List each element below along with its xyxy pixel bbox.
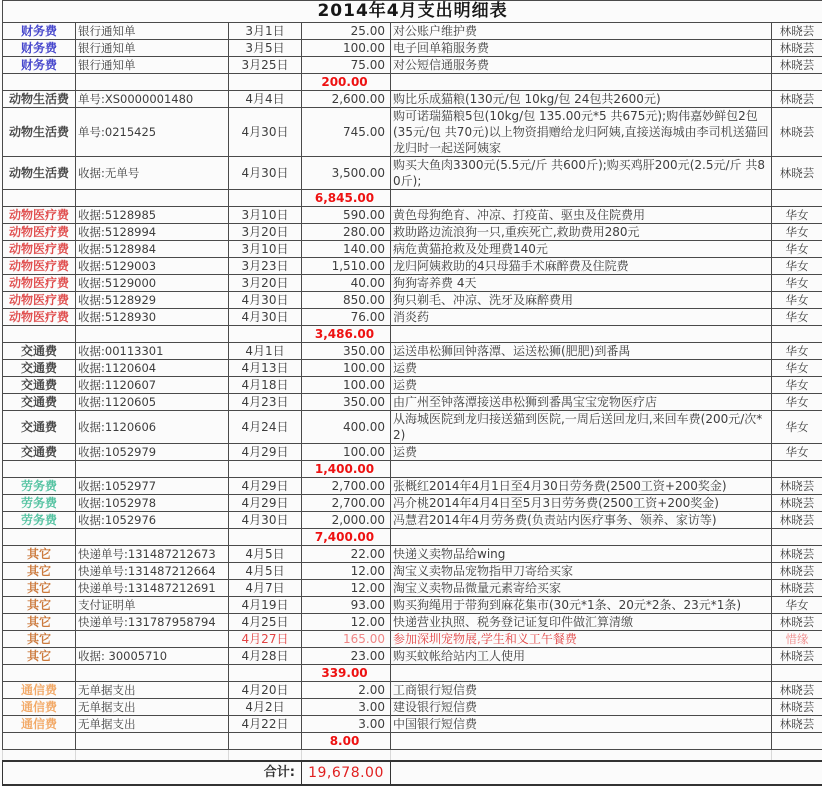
voucher-cell[interactable]: 收据:5128984 bbox=[76, 241, 229, 258]
subtotal-row bbox=[3, 665, 822, 682]
description-cell[interactable]: 购可诺瑞猫粮5包(10kg/包 135.00元*5 共675元);购伟嘉妙鲜包2包(35元/包 共70元)以上物资捐赠给龙归阿姨,直接送海城由李司机送猫回龙归时一起送阿姨家 bbox=[391, 108, 772, 157]
handler-cell[interactable] bbox=[772, 750, 822, 761]
handler-cell[interactable] bbox=[772, 326, 822, 343]
date-cell[interactable] bbox=[229, 733, 302, 750]
description-cell[interactable]: 病危黄猫抢救及处理费140元 bbox=[391, 241, 772, 258]
voucher-cell[interactable] bbox=[76, 631, 229, 648]
description-cell[interactable]: 运送串松狮回钟落潭、运送松狮(肥肥)到番禺 bbox=[391, 343, 772, 360]
date-cell[interactable]: 4月4日 bbox=[229, 91, 302, 108]
expense-row bbox=[3, 648, 822, 665]
description-cell[interactable]: 龙归阿姨救助的4只母猫手术麻醉费及住院费 bbox=[391, 258, 772, 275]
category-cell[interactable]: 劳务费 bbox=[3, 495, 76, 512]
description-cell[interactable] bbox=[391, 733, 772, 750]
handler-cell[interactable]: 华女 bbox=[772, 411, 822, 444]
amount-cell[interactable]: 100.00 bbox=[302, 360, 391, 377]
voucher-cell[interactable]: 收据:1052976 bbox=[76, 512, 229, 529]
description-cell[interactable]: 快递义卖物品给wing bbox=[391, 546, 772, 563]
category-cell[interactable]: 财务费 bbox=[3, 40, 76, 57]
voucher-cell[interactable]: 收据:5128994 bbox=[76, 224, 229, 241]
amount-cell[interactable]: 25.00 bbox=[302, 23, 391, 40]
voucher-cell[interactable] bbox=[76, 733, 229, 750]
amount-cell[interactable]: 3,500.00 bbox=[302, 157, 391, 190]
date-cell[interactable] bbox=[229, 326, 302, 343]
subtotal-amount-cell[interactable]: 1,400.00 bbox=[302, 461, 391, 478]
amount-cell[interactable]: 350.00 bbox=[302, 394, 391, 411]
handler-cell[interactable]: 华女 bbox=[772, 444, 822, 461]
date-cell[interactable]: 4月29日 bbox=[229, 495, 302, 512]
category-cell[interactable]: 动物医疗费 bbox=[3, 275, 76, 292]
date-cell[interactable]: 3月20日 bbox=[229, 275, 302, 292]
voucher-cell[interactable]: 银行通知单 bbox=[76, 40, 229, 57]
amount-cell[interactable]: 100.00 bbox=[302, 377, 391, 394]
expense-row bbox=[3, 411, 822, 444]
voucher-cell[interactable]: 收据:1120604 bbox=[76, 360, 229, 377]
date-cell[interactable]: 3月10日 bbox=[229, 241, 302, 258]
category-cell[interactable]: 交通费 bbox=[3, 394, 76, 411]
amount-cell[interactable]: 75.00 bbox=[302, 57, 391, 74]
expense-row bbox=[3, 224, 822, 241]
description-cell[interactable]: 电子回单箱服务费 bbox=[391, 40, 772, 57]
description-cell[interactable]: 建设银行短信费 bbox=[391, 699, 772, 716]
category-cell[interactable]: 交通费 bbox=[3, 360, 76, 377]
expense-row bbox=[3, 444, 822, 461]
handler-cell[interactable]: 华女 bbox=[772, 343, 822, 360]
handler-cell[interactable] bbox=[772, 190, 822, 207]
subtotal-amount-cell[interactable]: 339.00 bbox=[302, 665, 391, 682]
expense-row bbox=[3, 377, 822, 394]
subtotal-row bbox=[3, 326, 822, 343]
date-cell[interactable]: 4月13日 bbox=[229, 360, 302, 377]
category-cell[interactable]: 通信费 bbox=[3, 682, 76, 699]
voucher-cell[interactable]: 快递单号:131787958794 bbox=[76, 614, 229, 631]
handler-cell[interactable]: 华女 bbox=[772, 309, 822, 326]
expense-row bbox=[3, 292, 822, 309]
amount-cell[interactable]: 140.00 bbox=[302, 241, 391, 258]
category-cell[interactable]: 其它 bbox=[3, 597, 76, 614]
amount-cell[interactable]: 400.00 bbox=[302, 411, 391, 444]
category-cell[interactable]: 其它 bbox=[3, 563, 76, 580]
voucher-cell[interactable]: 无单据支出 bbox=[76, 716, 229, 733]
category-cell[interactable] bbox=[3, 461, 76, 478]
description-cell[interactable]: 淘宝义卖物品宠物指甲刀寄给买家 bbox=[391, 563, 772, 580]
expense-row bbox=[3, 478, 822, 495]
expense-row bbox=[3, 699, 822, 716]
description-cell[interactable]: 购买大鱼肉3300元(5.5元/斤 共600斤);购买鸡肝200元(2.5元/斤 共80斤); bbox=[391, 157, 772, 190]
handler-cell[interactable]: 林晓芸 bbox=[772, 614, 822, 631]
description-cell[interactable]: 购买狗绳用于带狗到麻花集市(30元*1条、20元*2条、23元*1条) bbox=[391, 597, 772, 614]
voucher-cell[interactable]: 收据:1120607 bbox=[76, 377, 229, 394]
voucher-cell[interactable]: 收据:5128929 bbox=[76, 292, 229, 309]
expense-row bbox=[3, 157, 822, 190]
date-cell[interactable]: 4月30日 bbox=[229, 309, 302, 326]
voucher-cell[interactable]: 快递单号:131487212691 bbox=[76, 580, 229, 597]
date-cell[interactable]: 4月7日 bbox=[229, 580, 302, 597]
amount-cell[interactable]: 850.00 bbox=[302, 292, 391, 309]
subtotal-amount-cell[interactable]: 200.00 bbox=[302, 74, 391, 91]
category-cell[interactable] bbox=[3, 74, 76, 91]
subtotal-amount-cell[interactable]: 3,486.00 bbox=[302, 326, 391, 343]
description-cell[interactable] bbox=[391, 529, 772, 546]
voucher-cell[interactable] bbox=[76, 74, 229, 91]
handler-cell[interactable]: 林晓芸 bbox=[772, 563, 822, 580]
expense-row bbox=[3, 563, 822, 580]
description-cell[interactable]: 购比乐成猫粮(130元/包 10kg/包 24包共2600元) bbox=[391, 91, 772, 108]
voucher-cell[interactable] bbox=[76, 665, 229, 682]
description-cell[interactable]: 中国银行短信费 bbox=[391, 716, 772, 733]
page-title: 2014年4月支出明细表 bbox=[3, 1, 822, 23]
subtotal-row bbox=[3, 74, 822, 91]
amount-cell[interactable]: 350.00 bbox=[302, 343, 391, 360]
category-cell[interactable]: 交通费 bbox=[3, 444, 76, 461]
date-cell[interactable]: 4月19日 bbox=[229, 597, 302, 614]
voucher-cell[interactable]: 银行通知单 bbox=[76, 57, 229, 74]
subtotal-amount-cell[interactable]: 8.00 bbox=[302, 733, 391, 750]
category-cell[interactable]: 动物生活费 bbox=[3, 91, 76, 108]
date-cell[interactable]: 4月30日 bbox=[229, 108, 302, 157]
voucher-cell[interactable]: 收据: 30005710 bbox=[76, 648, 229, 665]
category-cell[interactable]: 动物医疗费 bbox=[3, 241, 76, 258]
amount-cell[interactable]: 2,700.00 bbox=[302, 495, 391, 512]
category-cell[interactable] bbox=[3, 326, 76, 343]
amount-cell[interactable]: 40.00 bbox=[302, 275, 391, 292]
date-cell[interactable]: 4月27日 bbox=[229, 631, 302, 648]
category-cell[interactable]: 动物医疗费 bbox=[3, 292, 76, 309]
description-cell[interactable]: 冯介桃2014年4月4日至5月3日劳务费(2500工资+200奖金) bbox=[391, 495, 772, 512]
expense-row bbox=[3, 309, 822, 326]
amount-cell[interactable]: 12.00 bbox=[302, 563, 391, 580]
date-cell[interactable]: 4月20日 bbox=[229, 682, 302, 699]
category-cell[interactable]: 其它 bbox=[3, 648, 76, 665]
handler-cell[interactable]: 林晓芸 bbox=[772, 40, 822, 57]
date-cell[interactable] bbox=[229, 461, 302, 478]
category-cell[interactable]: 动物医疗费 bbox=[3, 224, 76, 241]
handler-cell[interactable]: 华女 bbox=[772, 597, 822, 614]
description-cell[interactable] bbox=[391, 750, 772, 761]
expense-row bbox=[3, 546, 822, 563]
voucher-cell[interactable]: 银行通知单 bbox=[76, 23, 229, 40]
description-cell[interactable]: 工商银行短信费 bbox=[391, 682, 772, 699]
date-cell[interactable] bbox=[229, 665, 302, 682]
expense-table bbox=[2, 0, 822, 786]
voucher-cell[interactable] bbox=[76, 190, 229, 207]
description-cell[interactable] bbox=[391, 190, 772, 207]
date-cell[interactable]: 3月20日 bbox=[229, 224, 302, 241]
expense-row bbox=[3, 40, 822, 57]
expense-row bbox=[3, 258, 822, 275]
handler-cell[interactable]: 华女 bbox=[772, 224, 822, 241]
description-cell[interactable]: 运费 bbox=[391, 360, 772, 377]
category-cell[interactable]: 交通费 bbox=[3, 377, 76, 394]
category-cell[interactable]: 通信费 bbox=[3, 699, 76, 716]
expense-row bbox=[3, 512, 822, 529]
description-cell[interactable]: 冯慧君2014年4月劳务费(负责站内医疗事务、领养、家访等) bbox=[391, 512, 772, 529]
date-cell[interactable]: 3月25日 bbox=[229, 57, 302, 74]
voucher-cell[interactable]: 收据:5129000 bbox=[76, 275, 229, 292]
voucher-cell[interactable]: 快递单号:131487212673 bbox=[76, 546, 229, 563]
handler-cell[interactable]: 林晓芸 bbox=[772, 23, 822, 40]
title-row bbox=[3, 1, 822, 23]
date-cell[interactable]: 4月30日 bbox=[229, 292, 302, 309]
expense-row bbox=[3, 631, 822, 648]
handler-cell[interactable]: 林晓芸 bbox=[772, 699, 822, 716]
category-cell[interactable] bbox=[3, 665, 76, 682]
date-cell[interactable]: 4月5日 bbox=[229, 563, 302, 580]
amount-cell[interactable]: 12.00 bbox=[302, 614, 391, 631]
amount-cell[interactable]: 2,700.00 bbox=[302, 478, 391, 495]
voucher-cell[interactable]: 无单据支出 bbox=[76, 682, 229, 699]
date-cell[interactable]: 3月1日 bbox=[229, 23, 302, 40]
description-cell[interactable]: 从海城医院到龙归接送猫到医院,一周后送回龙归,来回车费(200元/次*2) bbox=[391, 411, 772, 444]
expense-row bbox=[3, 614, 822, 631]
category-cell[interactable]: 其它 bbox=[3, 546, 76, 563]
handler-cell[interactable]: 林晓芸 bbox=[772, 157, 822, 190]
voucher-cell[interactable]: 支付证明单 bbox=[76, 597, 229, 614]
handler-cell[interactable]: 华女 bbox=[772, 394, 822, 411]
date-cell[interactable]: 4月29日 bbox=[229, 444, 302, 461]
amount-cell[interactable]: 100.00 bbox=[302, 40, 391, 57]
handler-cell[interactable]: 林晓芸 bbox=[772, 682, 822, 699]
expense-row bbox=[3, 91, 822, 108]
date-cell[interactable] bbox=[229, 750, 302, 761]
handler-cell[interactable] bbox=[772, 733, 822, 750]
description-cell[interactable] bbox=[391, 74, 772, 91]
handler-cell[interactable]: 华女 bbox=[772, 207, 822, 224]
handler-cell[interactable] bbox=[772, 461, 822, 478]
amount-cell[interactable]: 3.00 bbox=[302, 716, 391, 733]
expense-row bbox=[3, 597, 822, 614]
amount-cell[interactable]: 23.00 bbox=[302, 648, 391, 665]
description-cell[interactable]: 运费 bbox=[391, 377, 772, 394]
description-cell[interactable]: 救助路边流浪狗一只,重疾死亡,救助费用280元 bbox=[391, 224, 772, 241]
date-cell[interactable]: 3月23日 bbox=[229, 258, 302, 275]
amount-cell[interactable]: 590.00 bbox=[302, 207, 391, 224]
category-cell[interactable]: 劳务费 bbox=[3, 512, 76, 529]
amount-cell[interactable]: 93.00 bbox=[302, 597, 391, 614]
voucher-cell[interactable]: 收据:5128930 bbox=[76, 309, 229, 326]
date-cell[interactable]: 3月10日 bbox=[229, 207, 302, 224]
description-cell[interactable]: 对公短信通服务费 bbox=[391, 57, 772, 74]
description-cell[interactable]: 狗狗寄养费 4天 bbox=[391, 275, 772, 292]
handler-cell[interactable] bbox=[772, 665, 822, 682]
date-cell[interactable] bbox=[229, 529, 302, 546]
date-cell[interactable] bbox=[229, 74, 302, 91]
voucher-cell[interactable] bbox=[76, 750, 229, 761]
amount-cell[interactable]: 1,510.00 bbox=[302, 258, 391, 275]
expense-row bbox=[3, 360, 822, 377]
handler-cell[interactable]: 林晓芸 bbox=[772, 91, 822, 108]
date-cell[interactable]: 4月30日 bbox=[229, 157, 302, 190]
voucher-cell[interactable] bbox=[76, 326, 229, 343]
expense-row bbox=[3, 23, 822, 40]
amount-cell[interactable]: 280.00 bbox=[302, 224, 391, 241]
description-cell[interactable] bbox=[391, 461, 772, 478]
description-cell[interactable]: 购买蚊帐给站内工人使用 bbox=[391, 648, 772, 665]
category-cell[interactable]: 动物生活费 bbox=[3, 157, 76, 190]
handler-cell[interactable] bbox=[772, 529, 822, 546]
category-cell[interactable]: 交通费 bbox=[3, 411, 76, 444]
voucher-cell[interactable]: 单号:0215425 bbox=[76, 108, 229, 157]
amount-cell[interactable]: 12.00 bbox=[302, 580, 391, 597]
date-cell[interactable]: 4月5日 bbox=[229, 546, 302, 563]
handler-cell[interactable]: 林晓芸 bbox=[772, 648, 822, 665]
amount-cell[interactable]: 745.00 bbox=[302, 108, 391, 157]
category-cell[interactable]: 劳务费 bbox=[3, 478, 76, 495]
handler-cell[interactable]: 华女 bbox=[772, 241, 822, 258]
subtotal-amount-cell[interactable]: 7,400.00 bbox=[302, 529, 391, 546]
date-cell[interactable]: 4月24日 bbox=[229, 411, 302, 444]
handler-cell[interactable]: 林晓芸 bbox=[772, 580, 822, 597]
date-cell[interactable] bbox=[229, 190, 302, 207]
handler-cell[interactable]: 林晓芸 bbox=[772, 478, 822, 495]
voucher-cell[interactable]: 收据:5128985 bbox=[76, 207, 229, 224]
handler-cell[interactable]: 林晓芸 bbox=[772, 495, 822, 512]
expense-sheet bbox=[2, 0, 822, 786]
total-row bbox=[3, 761, 822, 785]
category-cell[interactable]: 通信费 bbox=[3, 716, 76, 733]
category-cell[interactable]: 其它 bbox=[3, 580, 76, 597]
handler-cell[interactable]: 惜缘 bbox=[772, 631, 822, 648]
voucher-cell[interactable]: 收据:1052977 bbox=[76, 478, 229, 495]
voucher-cell[interactable]: 单号:XS0000001480 bbox=[76, 91, 229, 108]
description-cell[interactable]: 运费 bbox=[391, 444, 772, 461]
date-cell[interactable]: 4月28日 bbox=[229, 648, 302, 665]
amount-cell[interactable]: 3.00 bbox=[302, 699, 391, 716]
voucher-cell[interactable] bbox=[76, 529, 229, 546]
date-cell[interactable]: 4月2日 bbox=[229, 699, 302, 716]
category-cell[interactable]: 动物生活费 bbox=[3, 108, 76, 157]
expense-row bbox=[3, 207, 822, 224]
description-cell[interactable] bbox=[391, 326, 772, 343]
handler-cell[interactable]: 林晓芸 bbox=[772, 57, 822, 74]
amount-cell[interactable]: 76.00 bbox=[302, 309, 391, 326]
amount-cell[interactable]: 2,000.00 bbox=[302, 512, 391, 529]
voucher-cell[interactable]: 收据:5129003 bbox=[76, 258, 229, 275]
description-cell[interactable]: 淘宝义卖物品微量元素寄给买家 bbox=[391, 580, 772, 597]
description-cell[interactable]: 狗只剃毛、冲凉、洗牙及麻醉费用 bbox=[391, 292, 772, 309]
date-cell[interactable]: 4月29日 bbox=[229, 478, 302, 495]
category-cell[interactable]: 财务费 bbox=[3, 57, 76, 74]
voucher-cell[interactable]: 无单据支出 bbox=[76, 699, 229, 716]
voucher-cell[interactable]: 快递单号:131487212664 bbox=[76, 563, 229, 580]
category-cell[interactable] bbox=[3, 750, 76, 761]
voucher-cell[interactable] bbox=[76, 461, 229, 478]
date-cell[interactable]: 4月25日 bbox=[229, 614, 302, 631]
expense-table-body bbox=[3, 23, 822, 785]
handler-cell[interactable]: 林晓芸 bbox=[772, 546, 822, 563]
expense-row bbox=[3, 275, 822, 292]
handler-cell[interactable]: 华女 bbox=[772, 360, 822, 377]
description-cell[interactable]: 消炎药 bbox=[391, 309, 772, 326]
category-cell[interactable] bbox=[3, 529, 76, 546]
voucher-cell[interactable]: 收据:1120605 bbox=[76, 394, 229, 411]
description-cell[interactable]: 参加深圳宠物展,学生和义工午餐费 bbox=[391, 631, 772, 648]
description-cell[interactable]: 对公账户维护费 bbox=[391, 23, 772, 40]
subtotal-row bbox=[3, 733, 822, 750]
category-cell[interactable]: 财务费 bbox=[3, 23, 76, 40]
amount-cell[interactable] bbox=[302, 750, 391, 761]
amount-cell[interactable]: 100.00 bbox=[302, 444, 391, 461]
voucher-cell[interactable]: 收据:无单号 bbox=[76, 157, 229, 190]
total-label-cell[interactable]: 合计: bbox=[3, 761, 302, 785]
expense-row bbox=[3, 580, 822, 597]
voucher-cell[interactable]: 收据:00113301 bbox=[76, 343, 229, 360]
handler-cell[interactable]: 华女 bbox=[772, 275, 822, 292]
total-amount-cell[interactable]: 19,678.00 bbox=[302, 761, 391, 785]
category-cell[interactable] bbox=[3, 190, 76, 207]
handler-cell[interactable]: 华女 bbox=[772, 258, 822, 275]
handler-cell[interactable]: 林晓芸 bbox=[772, 716, 822, 733]
description-cell[interactable]: 由广州至钟落潭接送串松狮到番禺宝宝宠物医疗店 bbox=[391, 394, 772, 411]
description-cell[interactable] bbox=[391, 665, 772, 682]
amount-cell[interactable]: 22.00 bbox=[302, 546, 391, 563]
date-cell[interactable]: 4月23日 bbox=[229, 394, 302, 411]
voucher-cell[interactable]: 收据:1052978 bbox=[76, 495, 229, 512]
amount-cell[interactable]: 2.00 bbox=[302, 682, 391, 699]
expense-row bbox=[3, 108, 822, 157]
description-cell[interactable]: 快递营业执照、税务登记证复印件做汇算清缴 bbox=[391, 614, 772, 631]
date-cell[interactable]: 4月1日 bbox=[229, 343, 302, 360]
subtotal-row bbox=[3, 529, 822, 546]
description-cell[interactable]: 张概红2014年4月1日至4月30日劳务费(2500工资+200奖金) bbox=[391, 478, 772, 495]
date-cell[interactable]: 3月5日 bbox=[229, 40, 302, 57]
category-cell[interactable]: 动物医疗费 bbox=[3, 258, 76, 275]
date-cell[interactable]: 4月30日 bbox=[229, 512, 302, 529]
expense-row bbox=[3, 716, 822, 733]
total-blank-cell[interactable] bbox=[391, 761, 822, 785]
description-cell[interactable]: 黄色母狗绝育、冲凉、打疫苗、驱虫及住院费用 bbox=[391, 207, 772, 224]
category-cell[interactable]: 其它 bbox=[3, 631, 76, 648]
expense-row bbox=[3, 682, 822, 699]
category-cell[interactable]: 动物医疗费 bbox=[3, 207, 76, 224]
handler-cell[interactable]: 林晓芸 bbox=[772, 108, 822, 157]
category-cell[interactable]: 其它 bbox=[3, 614, 76, 631]
date-cell[interactable]: 4月18日 bbox=[229, 377, 302, 394]
category-cell[interactable] bbox=[3, 733, 76, 750]
expense-row bbox=[3, 495, 822, 512]
voucher-cell[interactable]: 收据:1052979 bbox=[76, 444, 229, 461]
subtotal-amount-cell[interactable]: 6,845.00 bbox=[302, 190, 391, 207]
expense-row bbox=[3, 57, 822, 74]
expense-row bbox=[3, 241, 822, 258]
handler-cell[interactable] bbox=[772, 74, 822, 91]
spacer-row bbox=[3, 750, 822, 761]
expense-row bbox=[3, 343, 822, 360]
expense-row bbox=[3, 394, 822, 411]
category-cell[interactable]: 动物医疗费 bbox=[3, 309, 76, 326]
handler-cell[interactable]: 华女 bbox=[772, 377, 822, 394]
handler-cell[interactable]: 林晓芸 bbox=[772, 512, 822, 529]
subtotal-row bbox=[3, 461, 822, 478]
handler-cell[interactable]: 华女 bbox=[772, 292, 822, 309]
category-cell[interactable]: 交通费 bbox=[3, 343, 76, 360]
amount-cell[interactable]: 2,600.00 bbox=[302, 91, 391, 108]
voucher-cell[interactable]: 收据:1120606 bbox=[76, 411, 229, 444]
date-cell[interactable]: 4月22日 bbox=[229, 716, 302, 733]
amount-cell[interactable]: 165.00 bbox=[302, 631, 391, 648]
subtotal-row bbox=[3, 190, 822, 207]
